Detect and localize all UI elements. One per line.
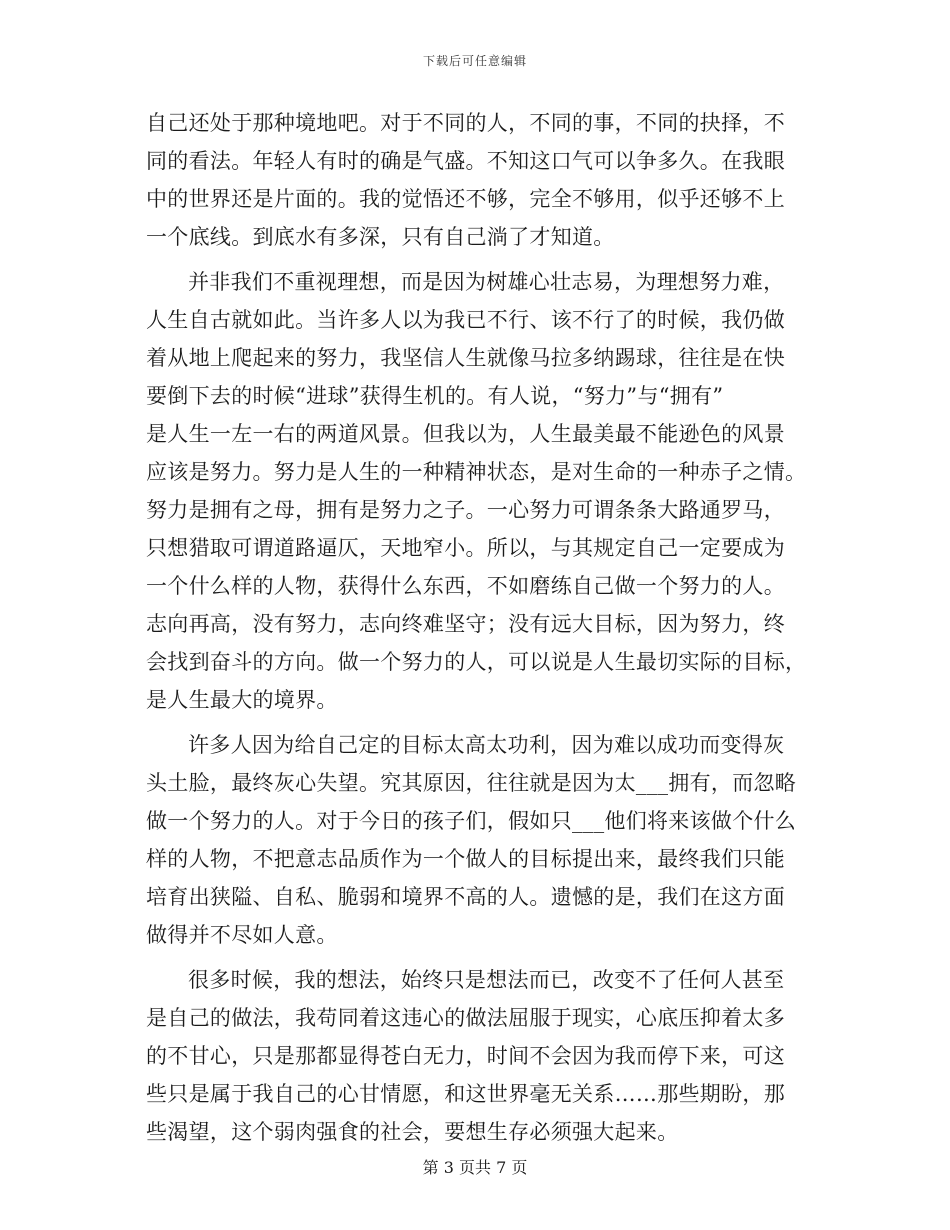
- text-line: 许多人因为给自己定的目标太高太功利，因为难以成功而变得灰: [188, 733, 785, 757]
- text-line: 一个什么样的人物，获得什么东西，不如磨练自己做一个努力的人。: [146, 574, 785, 598]
- document-body: [146, 104, 806, 1151]
- page-header: 下载后可任意编辑: [422, 54, 527, 68]
- text-line: 志向再高，没有努力，志向终难坚守；没有远大目标，因为努力，终: [146, 612, 785, 636]
- text-line: 做一个努力的人。对于今日的孩子们，假如只___他们将来该做个什么: [146, 809, 797, 833]
- text-line: 是自己的做法，我苟同着这违心的做法屈服于现实，心底压抑着太多: [146, 1006, 785, 1030]
- paragraph: [146, 961, 806, 1151]
- text-line: 些渴望，这个弱肉强食的社会，要想生存必须强大起来。: [146, 1120, 679, 1144]
- text-line: 培育出狭隘、自私、脆弱和境界不高的人。遗憾的是，我们在这方面: [146, 885, 785, 909]
- text-line: 的不甘心，只是那都显得苍白无力，时间不会因为我而停下来，可这: [146, 1044, 785, 1068]
- paragraph: [146, 726, 806, 954]
- text-line: 同的看法。年轻人有时的确是气盛。不知这口气可以争多久。在我眼: [146, 149, 785, 173]
- text-line: 一个底线。到底水有多深，只有自己淌了才知道。: [146, 225, 615, 249]
- text-line: 是人生一左一右的两道风景。但我以为，人生最美最不能逊色的风景: [146, 422, 785, 446]
- text-line: 自己还处于那种境地吧。对于不同的人，不同的事，不同的抉择，不: [146, 111, 785, 135]
- text-line: 是人生最大的境界。: [146, 688, 338, 712]
- text-line: 会找到奋斗的方向。做一个努力的人，可以说是人生最切实际的目标，: [146, 650, 807, 674]
- text-line: 努力是拥有之母，拥有是努力之子。一心努力可谓条条大路通罗马，: [146, 498, 785, 522]
- text-line: 人生自古就如此。当许多人以为我已不行、该不行了的时候，我仍做: [146, 308, 785, 332]
- text-line: 着从地上爬起来的努力，我坚信人生就像马拉多纳踢球，往往是在快: [146, 346, 785, 370]
- text-line: 很多时候，我的想法，始终只是想法而已，改变不了任何人甚至: [188, 968, 785, 992]
- paragraph: [146, 104, 806, 256]
- text-line: 头土脸，最终灰心失望。究其原因，往往就是因为太___拥有，而忽略: [146, 771, 797, 795]
- paragraph: [146, 263, 806, 719]
- text-line: 样的人物，不把意志品质作为一个做人的目标提出来，最终我们只能: [146, 847, 785, 871]
- text-line: 并非我们不重视理想，而是因为树雄心壮志易，为理想努力难，: [188, 270, 785, 294]
- text-line: 做得并不尽如人意。: [146, 923, 338, 947]
- page-footer: 第 3 页共 7 页: [422, 1158, 528, 1177]
- text-line: 应该是努力。努力是人生的一种精神状态，是对生命的一种赤子之情。: [146, 460, 807, 484]
- text-line: 些只是属于我自己的心甘情愿，和这世界毫无关系……那些期盼，那: [146, 1082, 785, 1106]
- text-line: 只想猎取可谓道路逼仄，天地窄小。所以，与其规定自己一定要成为: [146, 536, 785, 560]
- text-line: 中的世界还是片面的。我的觉悟还不够，完全不够用，似乎还够不上: [146, 187, 785, 211]
- text-line: 要倒下去的时候“进球”获得生机的。有人说，“努力”与“拥有”: [146, 384, 724, 408]
